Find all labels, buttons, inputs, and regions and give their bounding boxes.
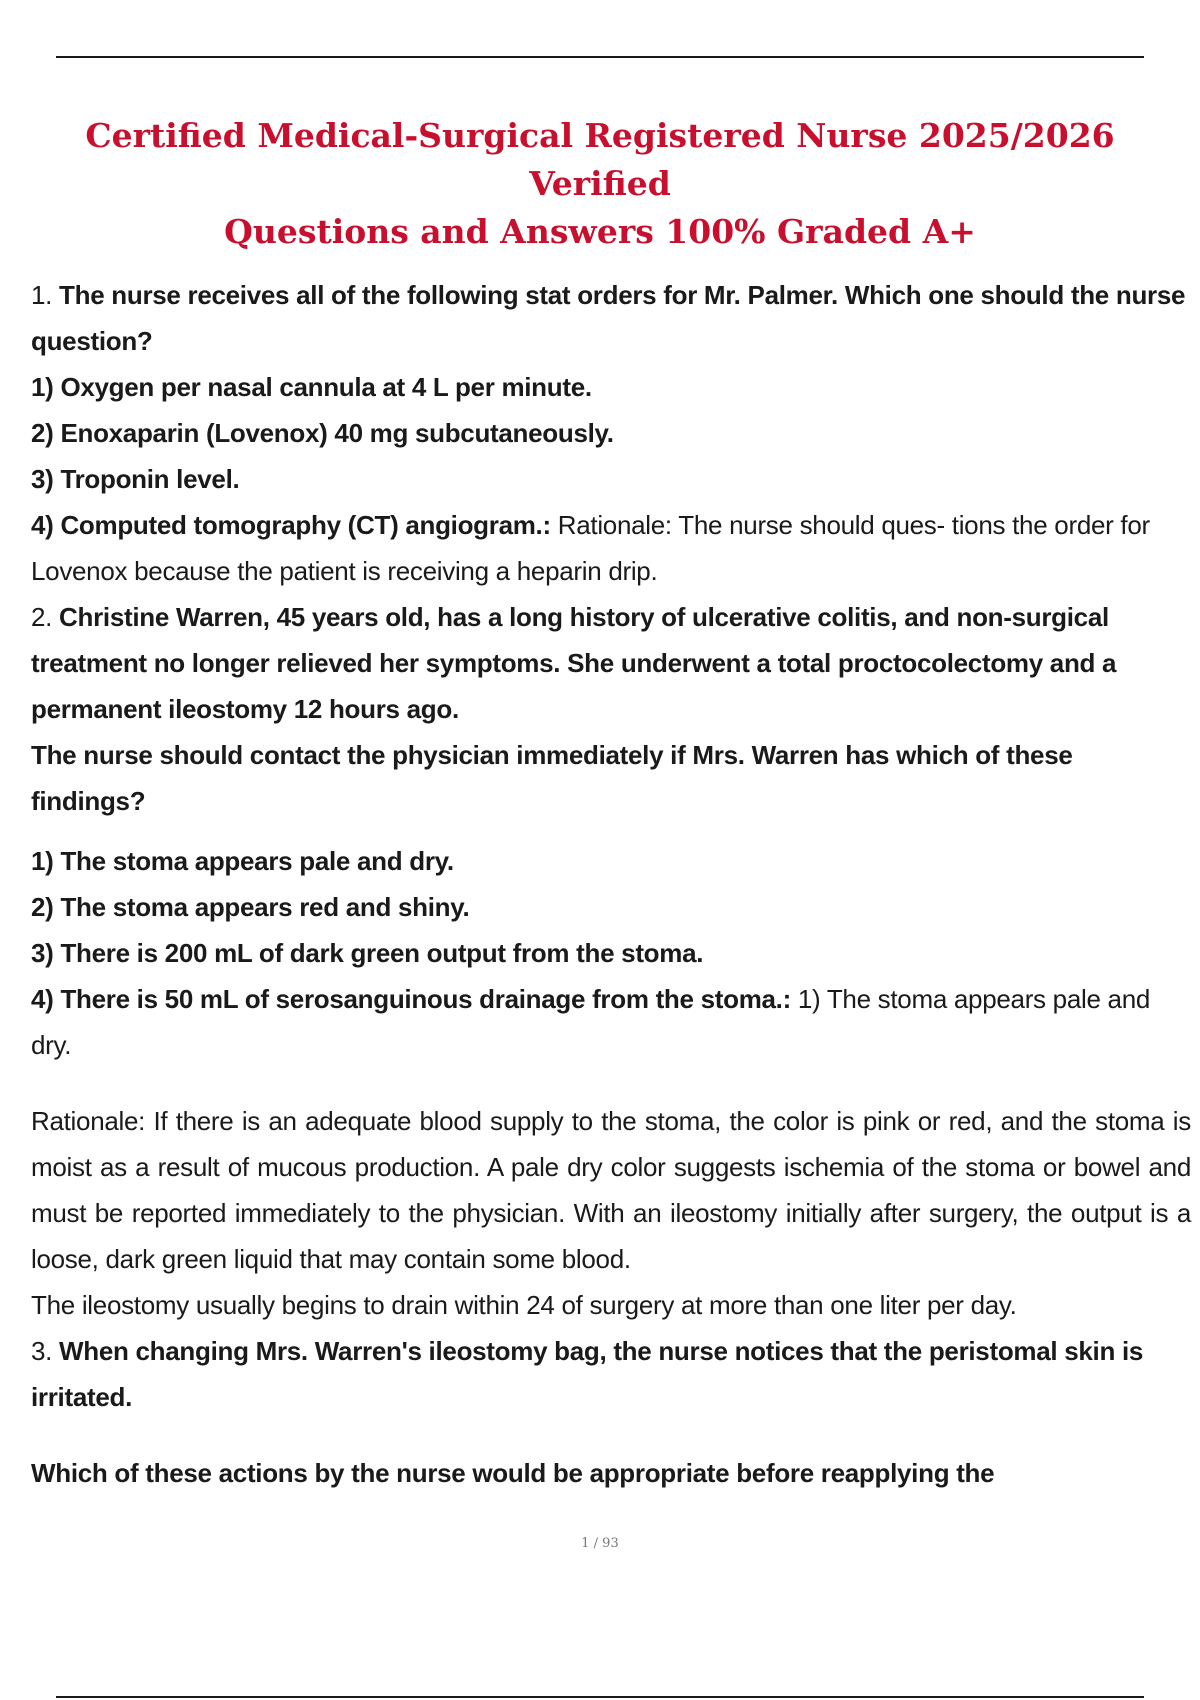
spacer [31, 1068, 1191, 1098]
page-number: 1 / 93 [581, 1536, 619, 1551]
question-text: When changing Mrs. Warren's ileostomy bag, the nurse notices that the peristomal skin is irritated. [31, 1336, 1144, 1412]
document-body [31, 272, 1191, 1496]
q1-answer: Rationale: The nurse should ques- tions the order for Lovenox because the patient is receiving a heparin drip. [31, 510, 1150, 586]
q2-option-4: 4) There is 50 mL of serosanguinous drainage from the stoma.: [31, 984, 791, 1014]
document-title [40, 112, 1160, 256]
q2-option-2: 2) The stoma appears red and shiny. [31, 892, 470, 922]
question-text: Christine Warren, 45 years old, has a long history of ulcerative colitis, and non-surgical treatment no longer relieved her symptoms. She underwent a total proctocolectomy and a permanent ileostomy 12 hours ago. [31, 602, 1117, 724]
spacer [31, 1420, 1191, 1450]
question-2 [31, 594, 1191, 732]
question-1 [31, 272, 1191, 364]
q1-option-3: 3) Troponin level. [31, 464, 240, 494]
q1-option-4-with-answer [31, 502, 1191, 594]
spacer [31, 824, 1191, 838]
question-number: 2. [31, 602, 53, 632]
q1-option-1: 1) Oxygen per nasal cannula at 4 L per minute. [31, 372, 592, 402]
title-line-2: Questions and Answers 100% Graded A+ [224, 212, 976, 251]
header-rule [56, 56, 1144, 58]
title-line-1: Certified Medical-Surgical Registered Nurse 2025/2026 Verified [85, 116, 1115, 203]
question-number: 1. [31, 280, 53, 310]
q2-rationale-end: The ileostomy usually begins to drain within 24 of surgery at more than one liter per day. [31, 1290, 1017, 1320]
question-number: 3. [31, 1336, 53, 1366]
question-3 [31, 1328, 1191, 1420]
q1-option-2: 2) Enoxaparin (Lovenox) 40 mg subcutaneously. [31, 418, 614, 448]
question-3-prompt: Which of these actions by the nurse would be appropriate before reapplying the [31, 1458, 995, 1488]
footer-rule [56, 1696, 1144, 1698]
q2-option-4-with-answer [31, 976, 1191, 1068]
q2-answer: 1) The stoma appears pale and dry. [31, 984, 1151, 1060]
question-text: The nurse receives all of the following stat orders for Mr. Palmer. Which one should the nurse question? [31, 280, 1186, 356]
q2-option-1: 1) The stoma appears pale and dry. [31, 846, 454, 876]
q2-option-3: 3) There is 200 mL of dark green output from the stoma. [31, 938, 704, 968]
q1-option-4: 4) Computed tomography (CT) angiogram.: [31, 510, 551, 540]
question-2-prompt: The nurse should contact the physician immediately if Mrs. Warren has which of these findings? [31, 740, 1073, 816]
q2-rationale: Rationale: If there is an adequate blood supply to the stoma, the color is pink or red, and the stoma is moist as a result of mucous production. A pale dry color suggests ischemia of the stoma or bowel and must be reported immediately to the physician. With an ileostomy initially after surgery, the output is a loose, dark green liquid that may contain some blood. [31, 1106, 1191, 1274]
